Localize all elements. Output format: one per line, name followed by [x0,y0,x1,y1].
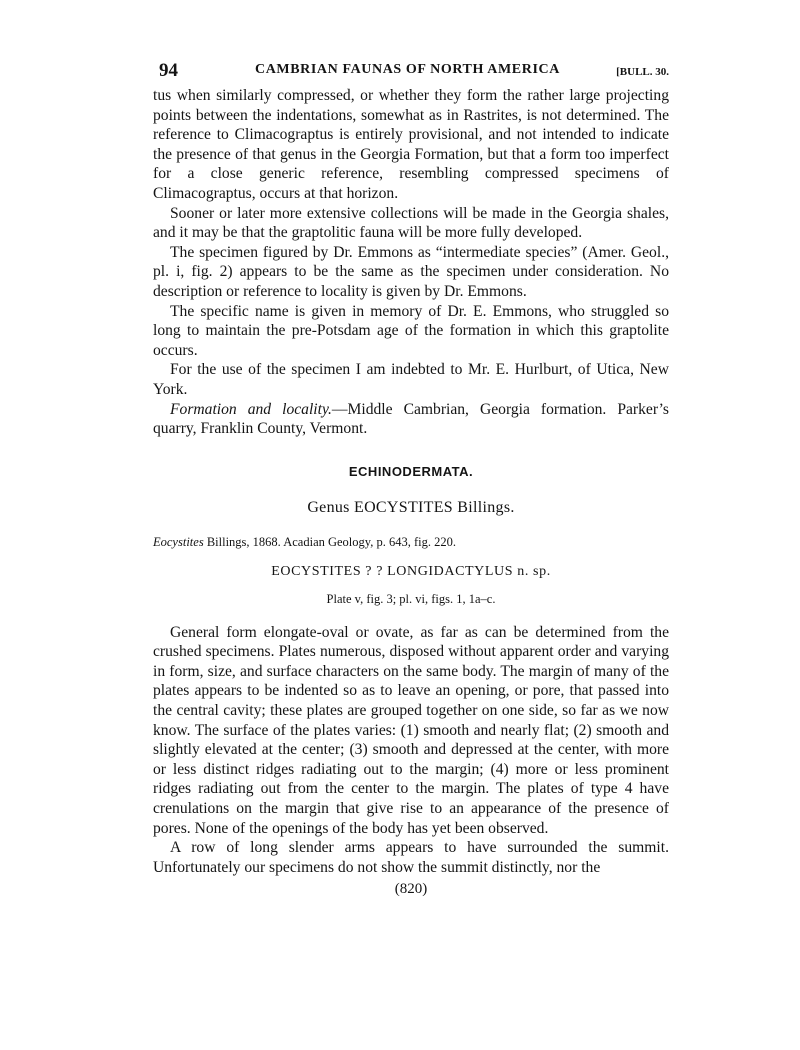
synonymy-citation: Billings, 1868. Acadian Geology, p. 643, fig. 220. [203,534,456,549]
formation-label: Formation and locality. [170,400,332,418]
body-text-bottom [153,623,669,878]
paragraph: For the use of the specimen I am indebted to Mr. E. Hurlburt, of Utica, New York. [153,361,669,398]
synonymy-line [153,535,669,550]
paragraph: The specimen figured by Dr. Emmons as “intermediate species” (Amer. Geol., pl. i, fig. 2) appears to be the same as the specimen under consideration. No description or reference to locality is given by Dr. Emmons. [153,243,669,300]
page-header [153,56,669,86]
folio-number: (820) [394,881,428,898]
genus-heading: Genus EOCYSTITES Billings. [307,498,515,516]
plate-reference: Plate v, fig. 3; pl. vi, figs. 1, 1a–c. [326,591,496,606]
body-text-top [153,86,669,439]
synonymy-genus: Eocystites [153,534,204,549]
formation-paragraph [153,400,669,439]
paragraph: A row of long slender arms appears to have surrounded the summit. Unfortunately our specimens do not show the summit distinctly, nor the [153,839,669,876]
species-heading: EOCYSTITES ? ? LONGIDACTYLUS n. sp. [271,563,551,579]
document-page [153,56,669,898]
section-heading: ECHINODERMATA. [348,463,474,479]
page-number: 94 [159,60,178,81]
paragraph: tus when similarly compressed, or whether they form the rather large projecting points between the indentations, somewhat as in Rastrites, is not determined. The reference to Climacograptus is entirely provisional, and not intended to indicate the presence of that genus in the Georgia Formation, but that a form too imperfect for a close generic reference, resembling compressed specimens of Climacograptus, occurs at that horizon. [153,87,669,202]
paragraph: General form elongate-oval or ovate, as far as can be determined from the crushed specimens. Plates numerous, disposed without apparent order and varying in form, size, and surface characters on the same body. The margin of many of the plates appears to be indented so as to leave an opening, or pore, that passed into the central cavity; these plates are grouped together on one side, so far as we now know. The surface of the plates varies: (1) smooth and nearly flat; (2) smooth and slightly elevated at the center; (3) smooth and depressed at the center, with more or less distinct ridges radiating out to the margin; (4) more or less prominent ridges radiating out from the center to the margin. The plates of type 4 have crenulations on the margin that give rise to an appearance of the presence of pores. None of the openings of the body has yet been observed. [153,623,669,837]
paragraph: The specific name is given in memory of Dr. E. Emmons, who struggled so long to maintain the pre-Potsdam age of the formation in which this graptolite occurs. [153,302,669,359]
paragraph: Sooner or later more extensive collections will be made in the Georgia shales, and it may be that the graptolitic fauna will be more fully developed. [153,204,669,242]
formation-text: —Middle Cambrian, Georgia formation. Parker’s quarry, Franklin County, Vermont. [153,400,669,438]
running-title: CAMBRIAN FAUNAS OF NORTH AMERICA [255,62,560,77]
bulletin-reference: [BULL. 30. [616,66,669,78]
